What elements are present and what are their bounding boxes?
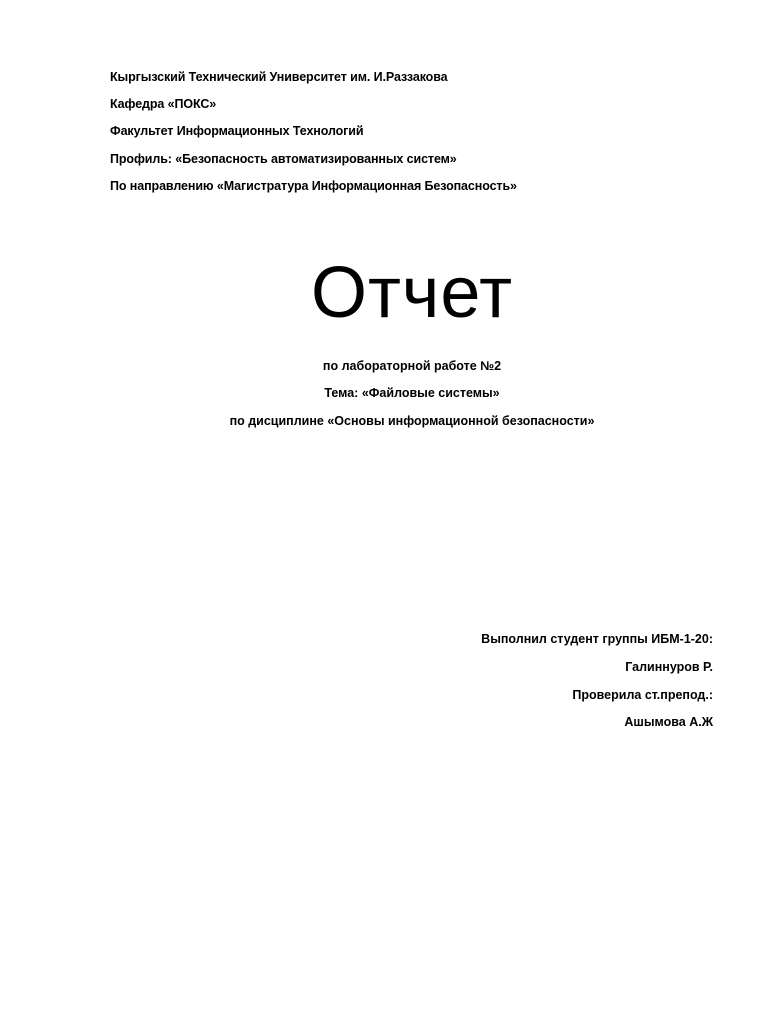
- lab-work-line: по лабораторной работе №2: [322, 359, 502, 373]
- faculty-name: Факультет Информационных Технологий: [110, 124, 364, 138]
- university-name: Кыргызский Технический Университет им. И.Раззакова: [110, 70, 448, 84]
- direction-line: По направлению «Магистратура Информационная Безопасность»: [110, 179, 517, 193]
- performed-by-label: Выполнил студент группы ИБМ-1-20:: [481, 632, 713, 646]
- teacher-name: Ашымова А.Ж: [624, 715, 713, 729]
- checked-by-label: Проверила ст.препод.:: [572, 688, 713, 702]
- profile-line: Профиль: «Безопасность автоматизированных систем»: [110, 152, 457, 166]
- student-name: Галиннуров Р.: [625, 660, 713, 674]
- report-title: Отчет: [310, 253, 514, 333]
- topic-line: Тема: «Файловые системы»: [324, 386, 500, 400]
- department-name: Кафедра «ПОКС»: [110, 97, 217, 111]
- discipline-line: по дисциплине «Основы информационной безопасности»: [229, 414, 595, 428]
